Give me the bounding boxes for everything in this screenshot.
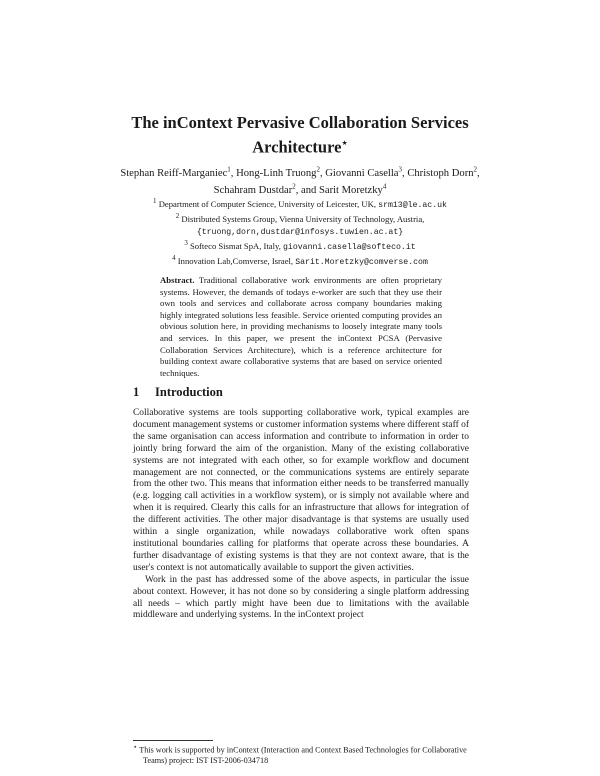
email-link: giovanni.casella@softeco.it bbox=[283, 242, 416, 252]
abstract bbox=[160, 275, 442, 379]
footnote-rule bbox=[133, 740, 213, 741]
affiliation-3: $^3$ Softeco Sismat SpA, Italy, giovanni.casella@softeco.it bbox=[184, 238, 416, 252]
section-title: Introduction bbox=[155, 385, 223, 399]
author-1: Stephan Reiff-Marganiec$^1$, bbox=[120, 165, 237, 179]
body-text bbox=[133, 408, 469, 622]
footnote-mark: ⋆ bbox=[133, 744, 138, 751]
title-line-1: The inContext Pervasive Collaboration Services bbox=[131, 113, 469, 132]
email-link: Sarit.Moretzky@comverse.com bbox=[295, 258, 428, 268]
abstract-label: Abstract. bbox=[160, 275, 195, 285]
abstract-text: Traditional collaborative work environments are often proprietary systems. However, the demands of todays e-worker are such that they use their own tools and services and collaborate across company boundaries making highly integrated solutions less feasible. Service oriented computing provides an obvious solution here, in providing mechanisms to loosely integrate many tools and services. In this paper, we present the inContext PCSA (Pervasive Collaboration Services Architecture), which is a reference architecture for building context aware collaborative systems that are based on service oriented techniques. bbox=[160, 275, 442, 378]
footnote-text: This work is supported by inContext (Interaction and Context Based Technologies for Collaborative Teams) project: IST IST-2006-034718 bbox=[139, 745, 467, 766]
paper-title bbox=[90, 112, 510, 158]
author-2: Hong-Linh Truong$^2$, bbox=[236, 165, 326, 179]
affiliation-1: $^1$ Department of Computer Science, University of Leicester, UK, srm13@le.ac.uk bbox=[153, 197, 447, 210]
paragraph-1: Collaborative systems are tools supporting collaborative work, typical examples are document management systems or customer information systems where different staff of the same organisation can access information and contribute to information in order to jointly bring forward the aim of the organistion. Many of the existing collaborative systems are not integrated with each other, so for example workflow and document management are not connected, or the communications systems are entirely separate from the other two. This means that information either needs to be transferred manually (e.g. logging call activities in a workflow system), or is simply not available where and when it is required. Clearly this calls for an infrastructure that allows for integration of the different activities. The other major disadvantage is that systems are usually used within a single organization, while nowadays collaborative work often spans institutional boundaries calling for platforms that operate across these boundaries. A further disadvantage of existing systems is that they are not context aware, that is the user's context is not automatically available to support the given activities. bbox=[133, 408, 469, 573]
paragraph-2: Work in the past has addressed some of the above aspects, in particular the issue about context. However, it has not done so by considering a single platform addressing all needs – which partly might have been due to limitations with the available middleware and underlying systems. In the inContext project bbox=[133, 574, 469, 621]
affiliation-2: $^2$ Distributed Systems Group, Vienna University of Technology, Austria, bbox=[175, 212, 425, 225]
email-link: srm13@le.ac.uk bbox=[378, 200, 447, 210]
section-number: 1 bbox=[133, 385, 140, 399]
author-5: Schahram Dustdar$^2$, and bbox=[213, 182, 319, 196]
section-heading bbox=[133, 385, 223, 400]
author-3: Giovanni Casella$^3$, bbox=[325, 165, 408, 179]
affiliation-list bbox=[140, 196, 460, 268]
title-footnote-mark: ⋆ bbox=[341, 138, 348, 149]
author-6: Sarit Moretzky$^4$ bbox=[318, 182, 387, 196]
author-list bbox=[110, 163, 490, 197]
affiliation-4: $^4$ Innovation Lab,Comverse, Israel, Sarit.Moretzky@comverse.com bbox=[172, 254, 428, 268]
affiliation-2-email bbox=[140, 226, 460, 238]
title-line-2: Architecture⋆ bbox=[252, 137, 348, 157]
footnote bbox=[133, 743, 469, 767]
author-4: Christoph Dorn$^2$, bbox=[407, 165, 480, 179]
email-link: {truong,dorn,dustdar@infosys.tuwien.ac.at} bbox=[196, 227, 404, 237]
